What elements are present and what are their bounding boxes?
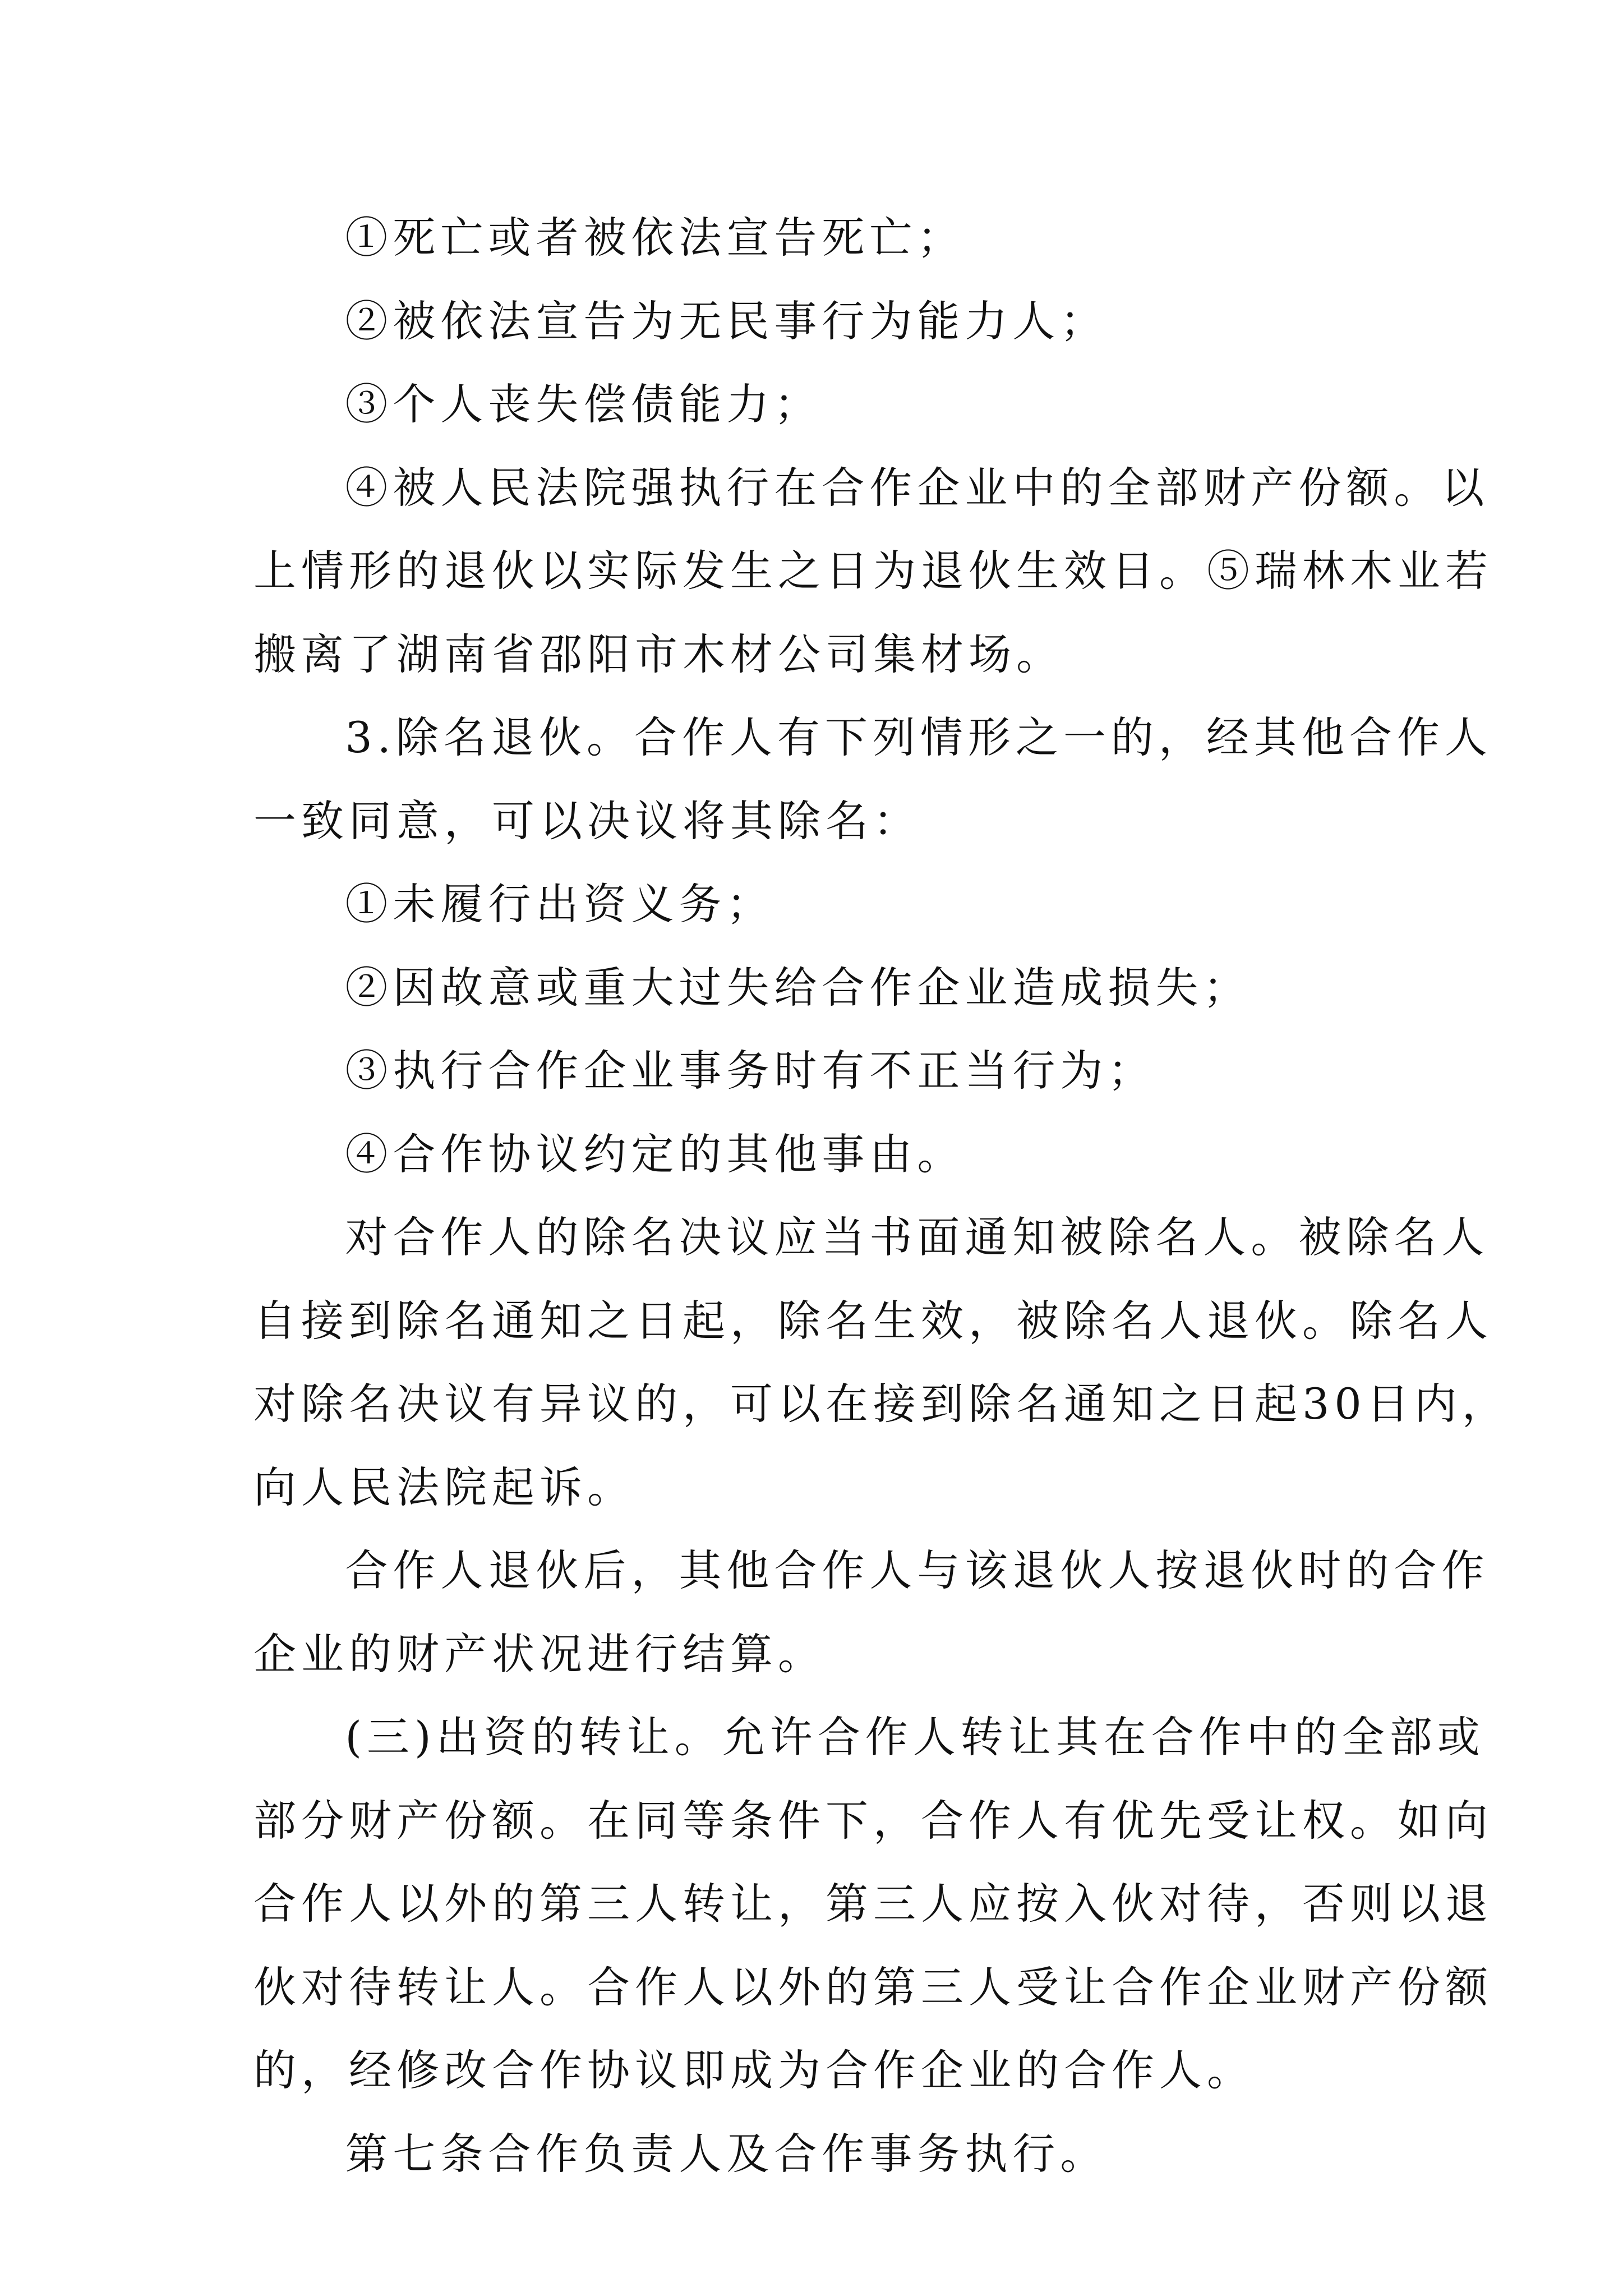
text-line: (三)出资的转让。允许合作人转让其在合作中的全部或 — [345, 1712, 1485, 1762]
text-line: 对合作人的除名决议应当书面通知被除名人。被除名人 — [345, 1212, 1490, 1262]
text-line: 合作人退伙后，其他合作人与该退伙人按退伙时的合作 — [345, 1545, 1490, 1595]
text-line: 自接到除名通知之日起，除名生效，被除名人退伙。除名人 — [253, 1295, 1493, 1346]
text-line: ③执行合作企业事务时有不正当行为； — [345, 1046, 1156, 1096]
text-line: ①死亡或者被依法宣告死亡； — [345, 213, 965, 263]
document-body — [253, 196, 1510, 2196]
text-line: 对除名决议有异议的，可以在接到除名通知之日起30日内， — [253, 1379, 1510, 1429]
text-line: 的，经修改合作协议即成为合作企业的合作人。 — [253, 2045, 1255, 2095]
text-line: 上情形的退伙以实际发生之日为退伙生效日。⑤瑞林木业若 — [253, 546, 1493, 596]
text-line: 伙对待转让人。合作人以外的第三人受让合作企业财产份额 — [253, 1962, 1493, 2012]
text-line: 部分财产份额。在同等条件下，合作人有优先受让权。如向 — [253, 1795, 1493, 1846]
text-line: ④合作协议约定的其他事由。 — [345, 1129, 965, 1179]
text-line: ③个人丧失偿债能力； — [345, 379, 822, 429]
text-line: ①未履行出资义务； — [345, 879, 774, 929]
text-line: 合作人以外的第三人转让，第三人应按入伙对待，否则以退 — [253, 1879, 1493, 1929]
text-line: 搬离了湖南省邵阳市木材公司集材场。 — [253, 629, 1064, 679]
text-line: ④被人民法院强执行在合作企业中的全部财产份额。以 — [345, 462, 1490, 513]
text-line: 第七条合作负责人及合作事务执行。 — [345, 2128, 1108, 2179]
text-line: 向人民法院起诉。 — [253, 1462, 635, 1512]
text-line: ②因故意或重大过失给合作企业造成损失； — [345, 962, 1251, 1013]
text-line: 企业的财产状况进行结算。 — [253, 1628, 826, 1679]
text-line: 一致同意，可以决议将其除名： — [253, 795, 921, 846]
text-line: ②被依法宣告为无民事行为能力人； — [345, 296, 1108, 346]
text-line: 3.除名退伙。合作人有下列情形之一的，经其他合作人 — [345, 712, 1492, 762]
